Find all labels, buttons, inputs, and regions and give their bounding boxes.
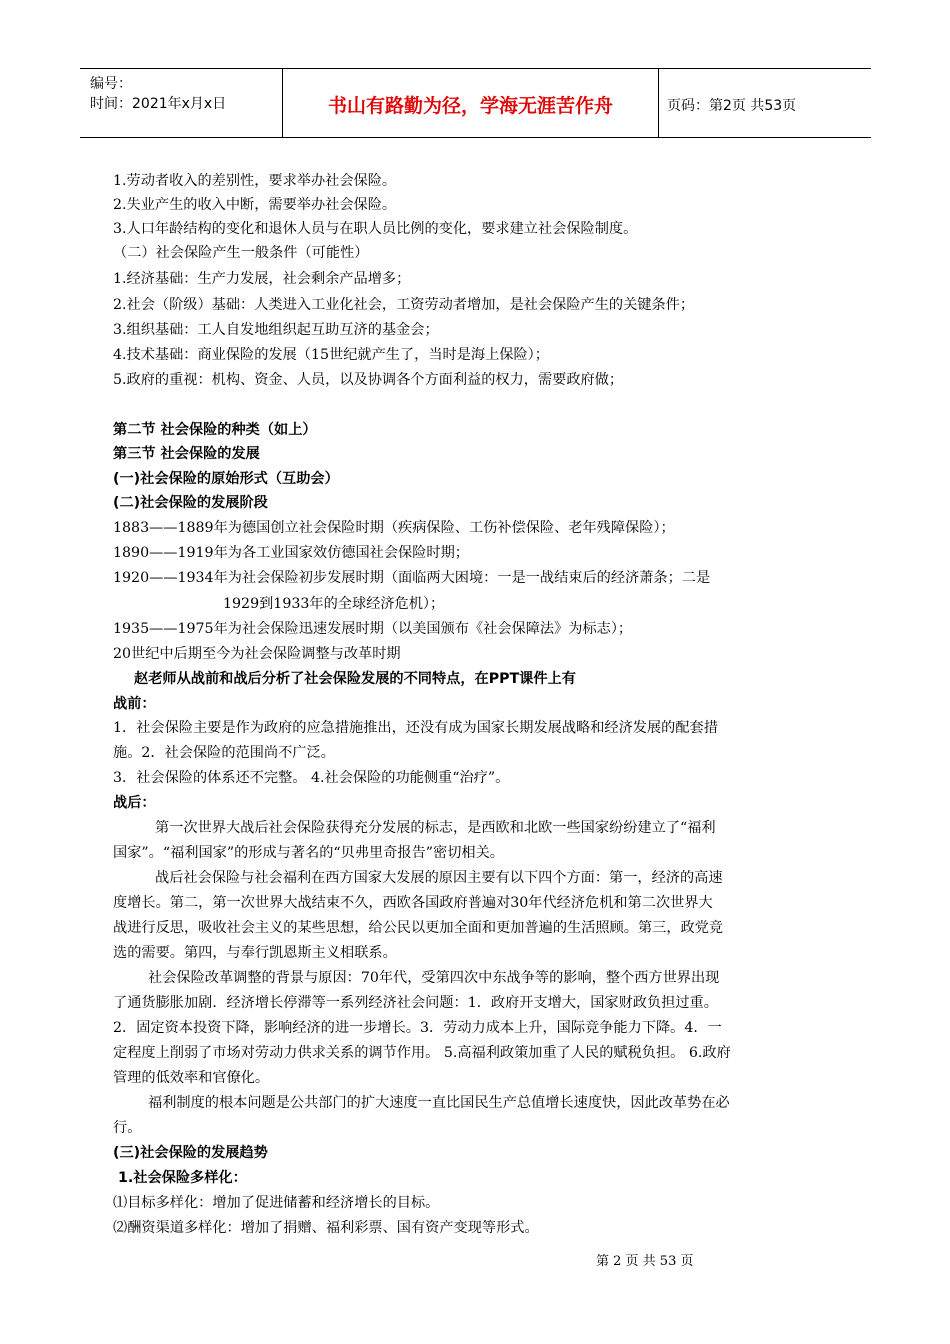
text-line: 2.社会（阶级）基础：人类进入工业化社会，工资劳动者增加，是社会保险产生的关键条件； bbox=[113, 297, 695, 313]
subsection-heading: (三)社会保险的发展趋势 bbox=[113, 1145, 268, 1161]
text-line: 20世纪中后期至今为社会保险调整与改革时期 bbox=[113, 646, 401, 662]
text-line: 国家”。“福利国家”的形成与著名的“贝弗里奇报告”密切相关。 bbox=[113, 845, 504, 861]
text-line: 了通货膨胀加剧．经济增长停滞等一系列经济社会问题：1．政府开支增大，国家财政负担过重。 bbox=[113, 995, 718, 1011]
text-line: 3．社会保险的体系还不完整。 4.社会保险的功能侧重“治疗”。 bbox=[113, 770, 510, 786]
item-heading: 1.社会保险多样化： bbox=[118, 1170, 247, 1186]
page-info: 页码：第2页 共53页 bbox=[667, 98, 797, 114]
text-line: 1929到1933年的全球经济危机）； bbox=[223, 596, 445, 612]
page-footer: 第 2 页 共 53 页 bbox=[596, 1254, 694, 1269]
text-line: 行。 bbox=[113, 1120, 142, 1136]
text-line: （二）社会保险产生一般条件（可能性） bbox=[113, 245, 369, 261]
text-line: 4.技术基础：商业保险的发展（15世纪就产生了，当时是海上保险）； bbox=[113, 347, 549, 363]
text-line: 管理的低效率和官僚化。 bbox=[113, 1070, 270, 1086]
text-line: 福利制度的根本问题是公共部门的扩大速度一直比国民生产总值增长速度快，因此改革势在必 bbox=[148, 1095, 730, 1111]
text-line: 度增长。第二，第一次世界大战结束不久，西欧各国政府普遍对30年代经济危机和第二次世界大 bbox=[113, 895, 713, 911]
motto-text: 书山有路勤为径，学海无涯苦作舟 bbox=[327, 95, 613, 117]
text-line: 第一次世界大战后社会保险获得充分发展的标志，是西欧和北欧一些国家纷纷建立了“福利 bbox=[155, 820, 716, 836]
section-heading: 第二节 社会保险的种类（如上） bbox=[113, 422, 317, 438]
text-line: ⑴目标多样化：增加了促进储蓄和经济增长的目标。 bbox=[113, 1195, 440, 1211]
label-postwar: 战后： bbox=[113, 795, 156, 811]
text-line: 选的需要。第四，与奉行凯恩斯主义相联系。 bbox=[113, 945, 397, 961]
subsection-heading: (一)社会保险的原始形式（互助会） bbox=[113, 471, 339, 487]
subsection-heading: (二)社会保险的发展阶段 bbox=[113, 495, 268, 511]
text-line: 2．固定资本投资下降，影响经济的进一步增长。3．劳动力成本上升，国际竞争能力下降。4．一 bbox=[113, 1020, 722, 1036]
time-label: 时间：2021年x月x日 bbox=[90, 96, 227, 112]
text-line: 战后社会保险与社会福利在西方国家大发展的原因主要有以下四个方面：第一，经济的高速 bbox=[155, 870, 723, 886]
header-left-cell bbox=[80, 69, 283, 137]
text-line: 定程度上削弱了市场对劳动力供求关系的调节作用。 5.高福利政策加重了人民的赋税负担。 6.政府 bbox=[113, 1045, 731, 1061]
bold-note: 赵老师从战前和战后分析了社会保险发展的不同特点，在PPT课件上有 bbox=[134, 671, 576, 687]
text-line: 3.人口年龄结构的变化和退休人员与在职人员比例的变化，要求建立社会保险制度。 bbox=[113, 221, 638, 237]
header-center-cell bbox=[283, 69, 659, 137]
number-label: 编号： bbox=[90, 76, 132, 92]
text-line: 1920——1934年为社会保险初步发展时期（面临两大困境：一是一战结束后的经济萧条；二是 bbox=[113, 570, 711, 586]
text-line: 施。2．社会保险的范围尚不广泛。 bbox=[113, 745, 335, 761]
text-line: 1890——1919年为各工业国家效仿德国社会保险时期； bbox=[113, 545, 469, 561]
text-line: 战进行反思，吸收社会主义的某些思想，给公民以更加全面和更加普遍的生活照顾。第三，政党竞 bbox=[113, 920, 724, 936]
text-line: ⑵酬资渠道多样化：增加了捐赠、福利彩票、国有资产变现等形式。 bbox=[113, 1220, 539, 1236]
text-line: 1.劳动者收入的差别性，要求举办社会保险。 bbox=[113, 173, 397, 189]
section-heading: 第三节 社会保险的发展 bbox=[113, 446, 260, 462]
header-right-cell bbox=[659, 69, 871, 137]
text-line: 社会保险改革调整的背景与原因：70年代，受第四次中东战争等的影响，整个西方世界出现 bbox=[148, 970, 720, 986]
text-line: 2.失业产生的收入中断，需要举办社会保险。 bbox=[113, 197, 397, 213]
label-prewar: 战前： bbox=[113, 696, 156, 712]
text-line: 3.组织基础：工人自发地组织起互助互济的基金会； bbox=[113, 322, 439, 338]
header-table bbox=[80, 68, 871, 138]
text-line: 1883——1889年为德国创立社会保险时期（疾病保险、工伤补偿保险、老年残障保险）； bbox=[113, 520, 675, 536]
text-line: 5.政府的重视：机构、资金、人员，以及协调各个方面利益的权力，需要政府做； bbox=[113, 372, 624, 388]
text-line: 1.经济基础：生产力发展，社会剩余产品增多； bbox=[113, 271, 411, 287]
text-line: 1935——1975年为社会保险迅速发展时期（以美国颁布《社会保障法》为标志）； bbox=[113, 621, 633, 637]
text-line: 1．社会保险主要是作为政府的应急措施推出，还没有成为国家长期发展战略和经济发展的配套措 bbox=[113, 720, 718, 736]
